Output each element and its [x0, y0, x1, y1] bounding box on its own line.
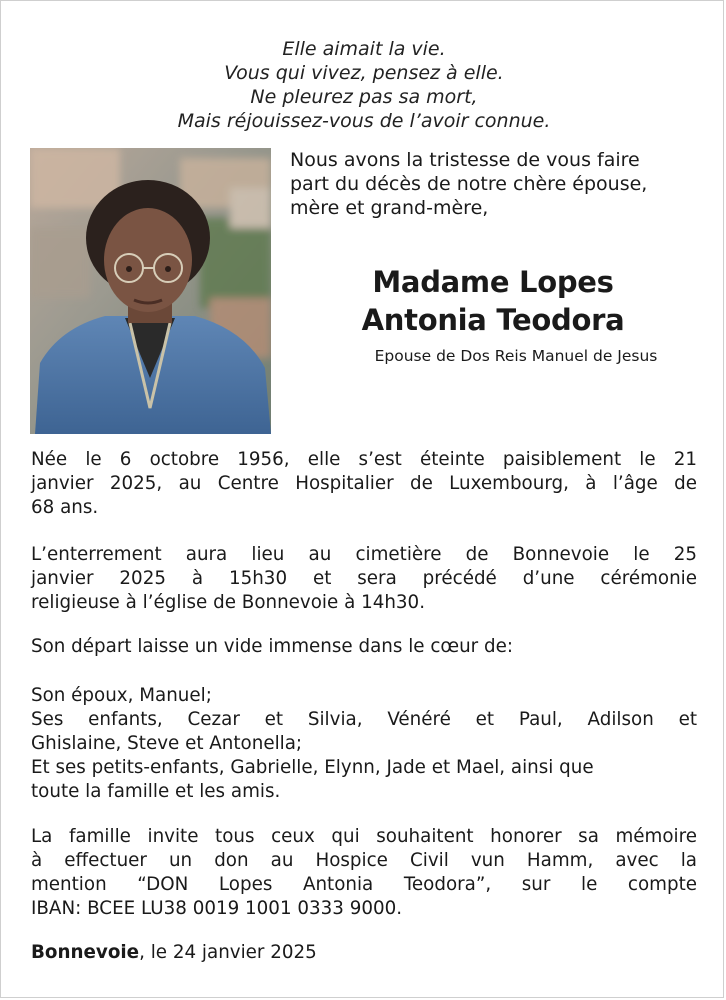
name-line-2: Antonia Teodora — [361, 303, 625, 337]
funeral-paragraph — [31, 543, 697, 615]
closing-place: Bonnevoie — [31, 942, 140, 963]
spouse-line: Epouse de Dos Reis Manuel de Jesus — [374, 347, 658, 365]
paragraph-line: La famille invite tous ceux qui souhaitent honorer sa mémoire — [31, 826, 697, 847]
paragraph-line: 68 ans. — [31, 497, 99, 518]
deceased-name — [290, 263, 696, 339]
paragraph-line: Son départ laisse un vide immense dans le cœur de: — [31, 636, 514, 657]
family-line: Et ses petits-enfants, Gabrielle, Elynn, Jade et Mael, ainsi que — [31, 757, 594, 778]
family-line: toute la famille et les amis. — [31, 781, 281, 802]
intro-line: part du décès de notre chère épouse, — [290, 173, 648, 195]
paragraph-line: à effectuer un don au Hospice Civil vun Hamm, avec la — [31, 850, 697, 871]
closing-date: , le 24 janvier 2025 — [139, 942, 317, 963]
poem-line: Elle aimait la vie. — [282, 38, 446, 60]
epitaph-poem — [1, 37, 726, 133]
paragraph-line: L’enterrement aura lieu au cimetière de Bonnevoie le 25 — [31, 544, 697, 565]
closing-line — [31, 941, 317, 965]
paragraph-line: mention “DON Lopes Antonia Teodora”, sur le compte — [31, 874, 697, 895]
donation-paragraph — [31, 825, 697, 921]
paragraph-line: Née le 6 octobre 1956, elle s’est éteinte paisiblement le 21 — [31, 449, 697, 470]
birth-paragraph — [31, 448, 697, 520]
poem-line: Mais réjouissez-vous de l’avoir connue. — [177, 110, 551, 132]
paragraph-line: religieuse à l’église de Bonnevoie à 14h30. — [31, 592, 426, 613]
paragraph-line: IBAN: BCEE LU38 0019 1001 0333 9000. — [31, 898, 403, 919]
paragraph-line: janvier 2025, au Centre Hospitalier de Luxembourg, à l’âge de — [31, 473, 697, 494]
poem-line: Vous qui vivez, pensez à elle. — [224, 62, 504, 84]
poem-line: Ne pleurez pas sa mort, — [250, 86, 478, 108]
name-line-1: Madame Lopes — [372, 265, 614, 299]
family-line: Son époux, Manuel; — [31, 685, 212, 706]
intro-line: mère et grand-mère, — [290, 197, 489, 219]
paragraph-line: janvier 2025 à 15h30 et sera précédé d’une cérémonie — [31, 568, 697, 589]
portrait-photo — [30, 148, 271, 434]
intro-line: Nous avons la tristesse de vous faire — [290, 149, 640, 171]
family-list — [31, 684, 697, 804]
void-line — [31, 635, 697, 659]
family-line: Ghislaine, Steve et Antonella; — [31, 733, 303, 754]
family-line: Ses enfants, Cezar et Silvia, Vénéré et Paul, Adilson et — [31, 709, 697, 730]
announcement-intro — [290, 148, 700, 220]
